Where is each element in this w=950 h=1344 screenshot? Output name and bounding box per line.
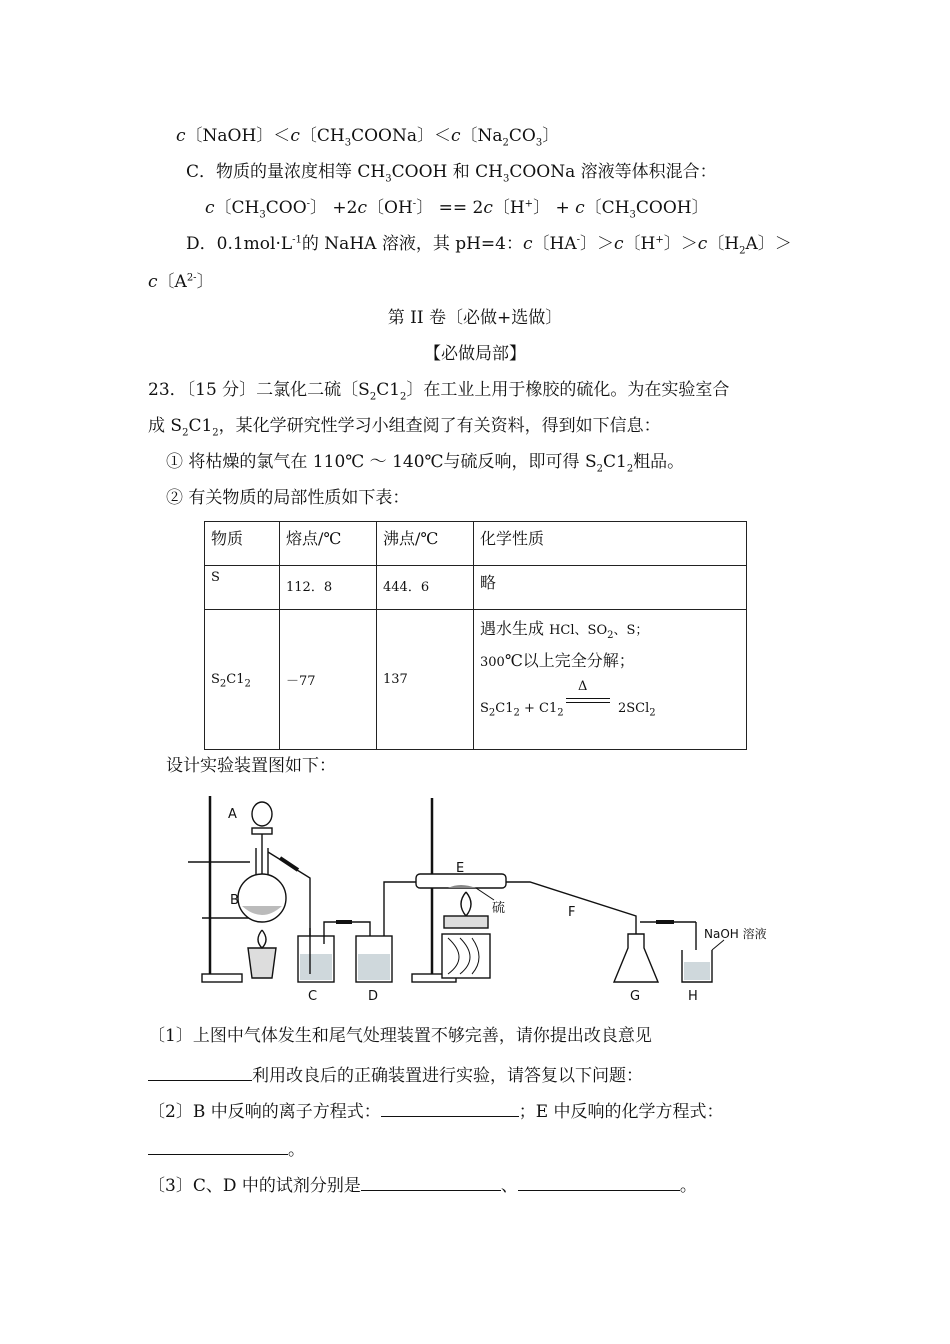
equals-line-top xyxy=(566,698,610,699)
q23-line-1: 23．〔15 分〕二氯化二硫〔$S_2C1_2$〕在工业上用于橡胶的硫化。为在实验室合 xyxy=(148,380,730,403)
table-cell: 444．6 xyxy=(377,566,474,610)
option-c: C．物质的量浓度相等 $CH_3COOH$ 和 $CH_3COONa$ 溶液等体积混合： xyxy=(186,162,717,185)
table-cell: S xyxy=(205,566,280,610)
answer-blank-4[interactable] xyxy=(361,1172,501,1191)
answer-blank-2[interactable] xyxy=(381,1098,519,1117)
label-b: B xyxy=(230,893,239,908)
q1-line-1: 〔1〕上图中气体发生和尾气处理装置不够完善，请你提出改良意见 xyxy=(148,1026,652,1046)
answer-blank-3[interactable] xyxy=(148,1136,288,1155)
label-g: G xyxy=(630,989,641,1004)
burner-2 xyxy=(444,916,488,928)
label-e: E xyxy=(456,861,465,876)
bottle-d-liquid xyxy=(358,954,390,980)
tube-connector-1 xyxy=(280,858,298,870)
table-cell: 112．8 xyxy=(280,566,377,610)
table-cell xyxy=(474,610,747,750)
reaction-condition: Δ xyxy=(578,679,588,694)
sulfur-pointer xyxy=(476,888,494,900)
label-d: D xyxy=(368,989,379,1004)
q23-info-2: ② 有关物质的局部性质如下表： xyxy=(166,488,410,508)
label-c: C xyxy=(308,989,318,1004)
wooden-block xyxy=(442,934,490,978)
flame-1 xyxy=(258,930,266,948)
apparatus-diagram xyxy=(180,788,780,1008)
funnel-stopcock xyxy=(252,828,272,834)
option-d-continuation: c〔$A^{2-}$〕 xyxy=(148,272,214,292)
table-cell: 略 xyxy=(474,566,747,610)
flask-g xyxy=(614,934,658,982)
table-cell: $S_2C1_2$ xyxy=(205,610,280,750)
funnel-bulb xyxy=(252,802,272,826)
flame-2 xyxy=(461,892,471,916)
beaker-h-liquid xyxy=(684,962,710,980)
section-subtitle: 【必做局部】 xyxy=(424,344,526,364)
apparatus-intro: 设计实验装置图如下： xyxy=(166,756,336,776)
equation-left: $S_2C1_2 + C1_2$ xyxy=(480,701,564,719)
table-header: 物质 xyxy=(205,522,280,566)
equation-right: 2SCl$_2$ xyxy=(618,701,656,719)
label-a: A xyxy=(228,807,237,822)
table-cell: －77 xyxy=(280,610,377,750)
bottle-c-liquid xyxy=(300,954,332,980)
q2-line-1: 〔2〕B 中反响的离子方程式： ；E 中反响的化学方程式： xyxy=(148,1098,724,1124)
label-h: H xyxy=(688,989,698,1004)
table-row xyxy=(205,566,747,610)
burner-1 xyxy=(248,948,276,978)
section-title: 第 II 卷〔必做+选做〕 xyxy=(387,308,563,328)
table-header-row xyxy=(205,522,747,566)
option-d: D．$0.1mol\cdot L^{-1}$的 NaHA 溶液，其 pH=4：c〔HA-〕＞c〔H+〕＞c〔$H_2A$〕＞ xyxy=(186,234,792,257)
q3-line: 〔3〕C、D 中的试剂分别是 、 。 xyxy=(148,1172,697,1198)
q2-line-2: 。 xyxy=(148,1136,305,1162)
naoh-pointer xyxy=(712,940,724,950)
property-line-2: 300℃以上完全分解； xyxy=(480,651,635,670)
q23-info-1: ① 将枯燥的氯气在 110℃ ～ 140℃与硫反响，即可得 $S_2C1_2$粗品。 xyxy=(166,452,685,475)
answer-blank-1[interactable] xyxy=(148,1062,252,1081)
answer-blank-5[interactable] xyxy=(518,1172,680,1191)
property-equation xyxy=(480,678,740,722)
equals-line-bottom xyxy=(566,702,610,703)
table-header: 化学性质 xyxy=(474,522,747,566)
label-sulfur: 硫 xyxy=(492,901,506,916)
table-cell: 137 xyxy=(377,610,474,750)
label-naoh: NaOH 溶液 xyxy=(704,927,767,941)
table-header: 熔点/℃ xyxy=(280,522,377,566)
tube-d-e xyxy=(384,882,416,936)
property-line-1: 遇水生成 HCl、$SO_2$、S； xyxy=(480,619,649,642)
option-b-continuation: c〔NaOH〕＜c〔$CH_3COONa$〕＜c〔$Na_2CO_3$〕 xyxy=(176,126,560,149)
properties-table xyxy=(204,521,747,750)
label-f: F xyxy=(568,905,576,920)
option-c-equation: c〔$CH_3COO^-$〕 +2c〔OH-〕 == 2c〔H+〕 + c〔$CH_3COOH$〕 xyxy=(205,198,709,221)
table-header: 沸点/℃ xyxy=(377,522,474,566)
stand-base-1 xyxy=(202,974,242,982)
q23-line-2: 成 $S_2C1_2$，某化学研究性学习小组查阅了有关资料，得到如下信息： xyxy=(148,416,661,439)
table-row xyxy=(205,610,747,750)
q1-line-2: 利用改良后的正确装置进行实验，请答复以下问题： xyxy=(148,1062,643,1088)
